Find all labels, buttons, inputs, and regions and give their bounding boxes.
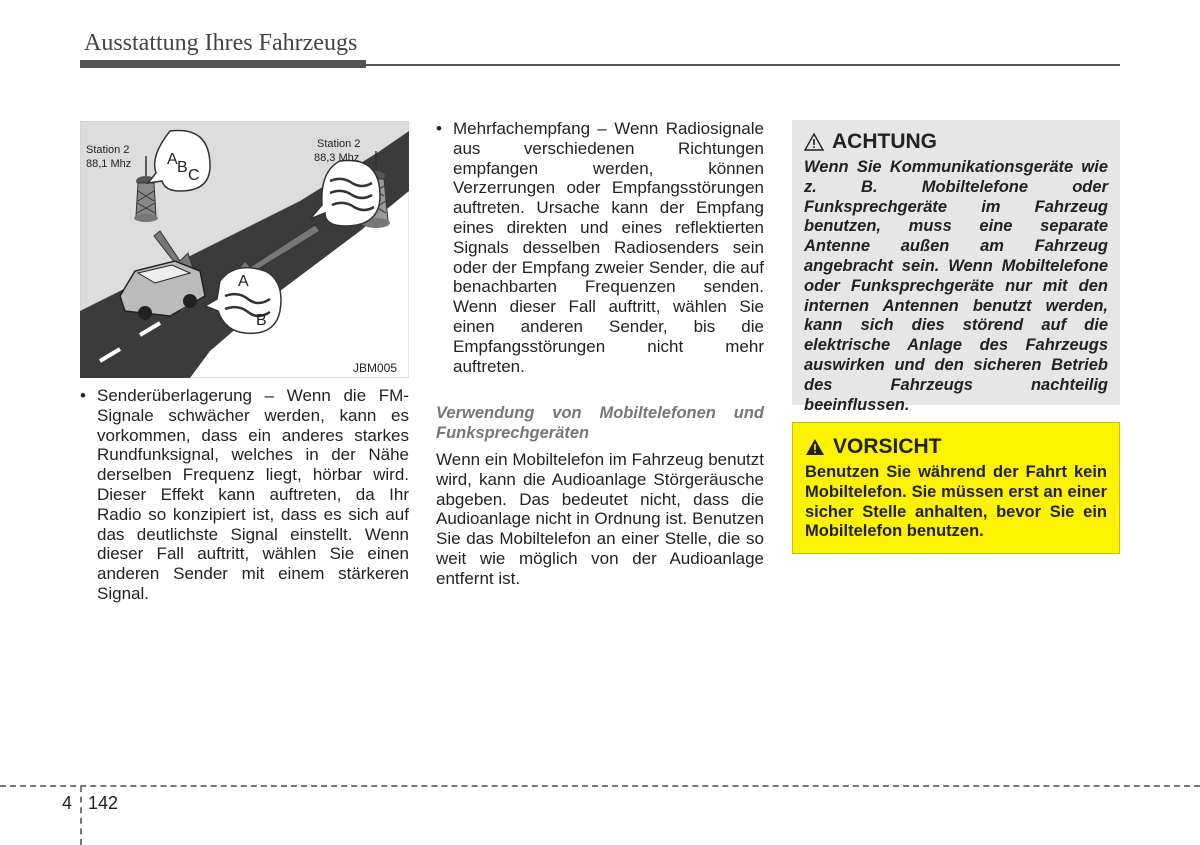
- header-bar: [80, 60, 366, 68]
- paragraph-mobiltelefone: Wenn ein Mobiltelefon im Fahrzeug benutzt wird, kann die Audioanlage Störgeräusche abgeben. Das bedeutet nicht, dass die Audioanlage nicht in Ordnung ist. Benutzen Sie das Mobiltelefon an einer Stelle, die so weit wie möglich von der Audioanlage entfernt ist.: [436, 449, 764, 588]
- signal-b-bubble: B: [256, 312, 267, 329]
- signal-b-top: B: [177, 159, 188, 176]
- bullet-senderueberlagerung: • Senderüberlagerung – Wenn die FM-Signale schwächer werden, kann es vorkommen, dass ein anderes starkes Rundfunksignal, welches in der Nähe derselben Frequenz liegt, hörbar wird. Dieser Effekt kann auftreten, da Ihr Radio so konzipiert ist, dass es sich auf das deutlichste Signal einstellt. Wenn dieser Fall auftritt, wählen Sie einen anderen Sender mit einem stärkeren Signal.: [80, 386, 409, 604]
- achtung-title: ACHTUNG: [832, 130, 937, 153]
- signal-a-bubble: A: [238, 273, 249, 290]
- signal-c-top: C: [188, 167, 200, 184]
- vorsicht-title: VORSICHT: [833, 435, 942, 458]
- page-number: 142: [88, 793, 119, 813]
- chapter-number: 4: [62, 793, 73, 813]
- achtung-box: [792, 120, 1120, 414]
- reception-illustration: [80, 121, 409, 378]
- warning-outline-icon: [804, 133, 824, 151]
- station-right-label: Station 2: [317, 138, 361, 150]
- vorsicht-box: [792, 422, 1120, 554]
- signal-a-top: A: [167, 151, 178, 168]
- page-header-title: Ausstattung Ihres Fahrzeugs: [84, 30, 358, 56]
- footer-rule: [0, 785, 1200, 787]
- vorsicht-body: Benutzen Sie während der Fahrt kein Mobiltelefon. Sie müssen erst an einer sicher Stelle anhalten, bevor Sie ein Mobiltelefon benutzen.: [805, 463, 1107, 541]
- warning-filled-icon: [805, 438, 825, 456]
- bullet-mehrfachempfang: • Mehrfachempfang – Wenn Radiosignale aus verschiedenen Richtungen empfangen werden, können Verzerrungen oder Empfangsstörungen auftreten. Ursache kann der Empfang eines direkten und eines reflektierten Signals desselben Radiosenders sein oder der Empfang zweier Sender, die auf benachbarten Frequenzen senden. Wenn dieser Fall auftritt, wählen Sie einen anderen Sender, bis die Empfangsstörungen nicht mehr auftreten.: [436, 119, 764, 376]
- achtung-body: Wenn Sie Kommunikationsgeräte wie z. B. Mobiltelefone oder Funksprechgeräte im Fahrzeug benutzen, muss eine separate Antenne außen am Fahrzeug angebracht sein. Wenn Mobiltelefone oder Funksprechgeräte nur mit den internen Antennen benutzt werden, kann sich dies störend auf die elektrische Anlage des Fahrzeugs auswirken und den sicheren Betrieb des Fahrzeugs nachteilig beeinflussen.: [804, 158, 1108, 414]
- achtung-header: [804, 130, 1108, 154]
- freq-left-label: 88,1 Mhz: [86, 158, 132, 170]
- column-left: [80, 386, 409, 604]
- figure-code: JBM005: [353, 361, 398, 375]
- header-rule: [366, 64, 1120, 66]
- footer-vertical-rule: [80, 786, 82, 845]
- subheading-mobiltelefone: Verwendung von Mobiltelefonen und Funksprechgeräten: [436, 404, 764, 443]
- freq-right-label: 88,3 Mhz: [314, 152, 360, 164]
- station-left-label: Station 2: [86, 144, 130, 156]
- vorsicht-header: [805, 435, 1107, 459]
- column-middle: [436, 119, 764, 589]
